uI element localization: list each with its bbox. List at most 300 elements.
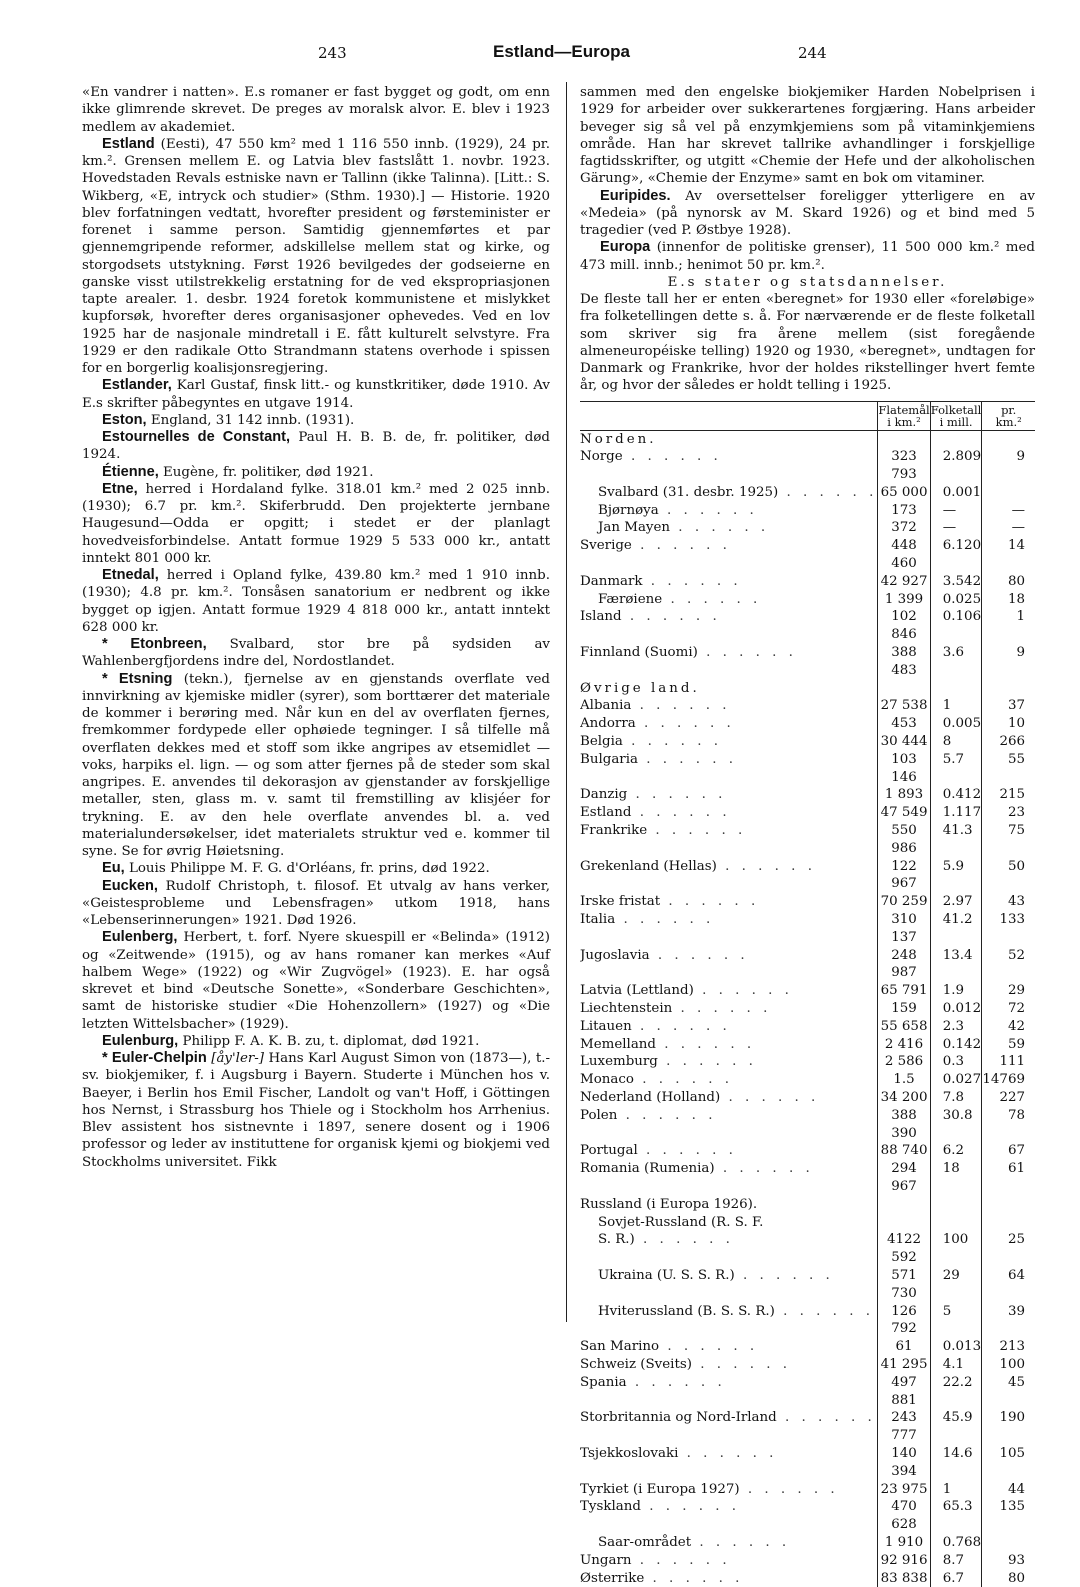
cell-population: 2.97: [930, 893, 982, 911]
cell-population: —: [930, 519, 982, 537]
cell-country: Finnland (Suomi) . . . . . .: [580, 644, 878, 680]
cell-population: 2.3: [930, 1018, 982, 1036]
cell-country: Hviterussland (B. S. S. R.) . . . . . .: [580, 1303, 878, 1339]
cell-population: 0.013: [930, 1338, 982, 1356]
cell-country: Nederland (Holland) . . . . . .: [580, 1089, 878, 1107]
cell-population: 0.768: [930, 1534, 982, 1552]
headword: Eulenburg,: [102, 1033, 178, 1049]
cell-density: 52: [982, 947, 1035, 983]
cell-area: 1.5: [878, 1071, 930, 1089]
cell-area: 1 399: [878, 591, 930, 609]
cell-population: 5: [930, 1303, 982, 1339]
headword: Estland: [102, 136, 155, 152]
cell-area: [878, 430, 930, 448]
cell-density: 10: [982, 715, 1035, 733]
cell-density: [982, 1534, 1035, 1552]
pronunciation: [åy'ler-]: [211, 1051, 264, 1066]
entry-body: Paul H. B. B. de, fr. politiker, død 1924.: [82, 430, 550, 462]
cell-density: 9: [982, 448, 1035, 484]
entry-body: herred i Hordaland fylke. 318.01 km.² med 2 025 innb. (1930); 6.7 pr. km.². Skiferbrudd. Den projekterte jernbane Haugesund—Odda er opgitt; i stedet er der planlagt hovedveisforbindelse. Antatt formue 1929 5 533 000 kr., antatt inntekt 801 000 kr.: [82, 482, 550, 566]
cell-population: 1: [930, 697, 982, 715]
entry-europa: [580, 239, 1035, 274]
cell-area: 159: [878, 1000, 930, 1018]
cell-density: 227: [982, 1089, 1035, 1107]
cell-population: 8: [930, 733, 982, 751]
cell-country: Monaco . . . . . .: [580, 1071, 878, 1089]
cell-country: Jan Mayen . . . . . .: [580, 519, 878, 537]
entry-body: (innenfor de politiske grenser), 11 500 000 km.² med 473 mill. innb.; henimot 50 pr. km.².: [580, 240, 1035, 272]
headword: Eulenberg,: [102, 929, 177, 945]
states-table: [580, 401, 1035, 1587]
cell-population: 13.4: [930, 947, 982, 983]
cell-density: 39: [982, 1303, 1035, 1339]
cell-population: 5.9: [930, 858, 982, 894]
cell-population: 0.3: [930, 1053, 982, 1071]
cell-population: 6.7: [930, 1570, 982, 1587]
cell-population: [930, 1214, 982, 1232]
cell-density: 25: [982, 1231, 1035, 1267]
cell-country: Norge . . . . . .: [580, 448, 878, 484]
cell-country: Storbritannia og Nord-Irland . . . . . .: [580, 1409, 878, 1445]
cell-country: Luxemburg . . . . . .: [580, 1053, 878, 1071]
cell-population: 3.6: [930, 644, 982, 680]
cell-area: [878, 680, 930, 698]
table-row: [580, 1374, 1035, 1410]
headword: Etne,: [102, 481, 138, 497]
cell-country: Ukraina (U. S. S. R.) . . . . . .: [580, 1267, 878, 1303]
cell-country: Bjørnøya . . . . . .: [580, 502, 878, 520]
cell-density: 61: [982, 1160, 1035, 1196]
cell-country: Schweiz (Sveits) . . . . . .: [580, 1356, 878, 1374]
cell-country: Irske fristat . . . . . .: [580, 893, 878, 911]
table-row: [580, 1552, 1035, 1570]
headword: Estournelles de Constant,: [102, 429, 290, 445]
cell-density: [982, 430, 1035, 448]
cell-population: 0.001: [930, 484, 982, 502]
cell-population: 41.3: [930, 822, 982, 858]
table-row: [580, 804, 1035, 822]
cell-country: Saar-området . . . . . .: [580, 1534, 878, 1552]
cell-population: 1.117: [930, 804, 982, 822]
cell-area: 2 586: [878, 1053, 930, 1071]
headword: * Etsning: [102, 671, 172, 687]
cell-density: 42: [982, 1018, 1035, 1036]
cell-density: —: [982, 519, 1035, 537]
cell-population: 6.2: [930, 1142, 982, 1160]
table-row: [580, 1018, 1035, 1036]
table-row: [580, 680, 1035, 698]
cell-density: 14769: [982, 1071, 1035, 1089]
cell-area: 27 538: [878, 697, 930, 715]
entry-body: Karl Gustaf, finsk litt.- og kunstkritiker, døde 1910. Av E.s skrifter påbegyntes en utgave 1914.: [82, 378, 550, 410]
table-row: [580, 484, 1035, 502]
table-row: [580, 1409, 1035, 1445]
cell-country: Liechtenstein . . . . . .: [580, 1000, 878, 1018]
cell-area: 102 846: [878, 608, 930, 644]
cell-density: 9: [982, 644, 1035, 680]
entry-body: Philipp F. A. K. B. zu, t. diplomat, død 1921.: [182, 1034, 479, 1049]
cell-density: 93: [982, 1552, 1035, 1570]
table-row: [580, 1534, 1035, 1552]
entry-eston: [82, 412, 550, 429]
table-row: [580, 591, 1035, 609]
cell-area: 47 549: [878, 804, 930, 822]
running-title: Estland—Europa: [493, 42, 630, 66]
headword: * Etonbreen,: [102, 636, 207, 652]
cell-country: Færøiene . . . . . .: [580, 591, 878, 609]
cell-density: 23: [982, 804, 1035, 822]
table-row: [580, 644, 1035, 680]
table-row: [580, 1160, 1035, 1196]
cell-area: 497 881: [878, 1374, 930, 1410]
cell-population: 8.7: [930, 1552, 982, 1570]
entry-body: (Eesti), 47 550 km² med 1 116 550 innb. (1929), 24 pr. km.². Grensen mellem E. og Latvia blev fastslått 1. novbr. 1923. Hovedstaden Revals estniske navn er Tallinn (ikke Talinna). [Litt.: S. Wikberg, «E, intryck och studier» (Sthm. 1930).] — Historie. 1920 blev forfatningen vedtatt, hvorefter president og førsteminister er forenet i samme person. Samtidig gjennemførtes et par gjennemgripende reformer, adskillelse mellem stat og kirke, og storgodsets utstykning. Først 1926 bevilgedes der godseierne en ganske visst utilstrekkelig erstatning for de ved ekspropriasjonen tapte arealer. 1. desbr. 1924 foretok kommunistene et mislykket kupforsøk, hvorefter deres organisasjoner ophevedes. Ved en lov 1925 har de nasjonale mindretall i E. fått kulturelt selvstyre. Fra 1929 er den radikale Otto Strandmann statens overhode i spissen for en borgerlig koalisjonsregjering.: [82, 137, 550, 376]
headword: Étienne,: [102, 464, 159, 480]
cell-density: 55: [982, 751, 1035, 787]
header-name: [580, 401, 878, 430]
table-row: [580, 1498, 1035, 1534]
entry-etonbreen: [82, 636, 550, 671]
headword: Eu,: [102, 860, 125, 876]
cell-density: 213: [982, 1338, 1035, 1356]
cell-population: 65.3: [930, 1498, 982, 1534]
cell-area: 1 910: [878, 1534, 930, 1552]
cell-country: Italia . . . . . .: [580, 911, 878, 947]
entry-eulenberg: [82, 929, 550, 1033]
cell-country: Frankrike . . . . . .: [580, 822, 878, 858]
headword: Estlander,: [102, 377, 172, 393]
cell-country: Bulgaria . . . . . .: [580, 751, 878, 787]
cell-area: 571 730: [878, 1267, 930, 1303]
entry-body: herred i Opland fylke, 439.80 km.² med 1 910 innb. (1930); 4.8 pr. km.². Tonsåsen sanatorium er nedbrent og ikke bygget op igjen. Antatt formue 1929 4 818 000 kr., antatt inntekt 628 000 kr.: [82, 568, 550, 635]
cell-density: 44: [982, 1481, 1035, 1499]
cell-area: 372: [878, 519, 930, 537]
cell-population: 0.412: [930, 786, 982, 804]
cell-area: 30 444: [878, 733, 930, 751]
table-row: [580, 502, 1035, 520]
table-row: [580, 1214, 1035, 1232]
table-row: [580, 697, 1035, 715]
cell-area: 65 791: [878, 982, 930, 1000]
cell-area: 23 975: [878, 1481, 930, 1499]
page-number-left: 243: [318, 44, 347, 68]
table-row: [580, 608, 1035, 644]
table-row: [580, 1303, 1035, 1339]
cell-area: 103 146: [878, 751, 930, 787]
header-area: Flatemål i km.²: [878, 401, 930, 430]
cell-area: 323 793: [878, 448, 930, 484]
cell-density: 100: [982, 1356, 1035, 1374]
cell-density: 80: [982, 573, 1035, 591]
section-body: De fleste tall her er enten «beregnet» for 1930 eller «foreløbige» fra folketellingen dette s. å. For nærværende er de fleste folketall som skriver sig fra årene mellem (sist foregående almeneuropéiske telling) 1920 og 1930, «beregnet», undtagen for Danmark og Frankrike, hvor der holdes rikstellinger hvert femte år, og hvor der således er holdt telling i 1925.: [580, 291, 1035, 395]
cell-population: 0.142: [930, 1036, 982, 1054]
page-number-right: 244: [798, 44, 827, 68]
cell-population: 30.8: [930, 1107, 982, 1143]
column-divider: [566, 82, 567, 1322]
cell-density: 215: [982, 786, 1035, 804]
cell-density: 64: [982, 1267, 1035, 1303]
header-density: pr. km.²: [982, 401, 1035, 430]
headword: Euripides.: [600, 188, 671, 204]
cell-area: 41 295: [878, 1356, 930, 1374]
cell-country: Spania . . . . . .: [580, 1374, 878, 1410]
left-column: [82, 84, 550, 1171]
table-row: [580, 448, 1035, 484]
cell-country: Østerrike . . . . . .: [580, 1570, 878, 1587]
cell-population: 0.027: [930, 1071, 982, 1089]
cell-population: 4.1: [930, 1356, 982, 1374]
cell-area: 92 916: [878, 1552, 930, 1570]
cell-density: 111: [982, 1053, 1035, 1071]
table-body: [580, 430, 1035, 1587]
cell-country: San Marino . . . . . .: [580, 1338, 878, 1356]
cell-area: 88 740: [878, 1142, 930, 1160]
cell-density: [982, 484, 1035, 502]
cell-country: Tyrkiet (i Europa 1927) . . . . . .: [580, 1481, 878, 1499]
cell-density: 75: [982, 822, 1035, 858]
entry-body: Eugène, fr. politiker, død 1921.: [163, 465, 374, 480]
cell-population: 2.809: [930, 448, 982, 484]
table-row: [580, 1142, 1035, 1160]
cell-area: 248 987: [878, 947, 930, 983]
cell-country: Svalbard (31. desbr. 1925) . . . . . .: [580, 484, 878, 502]
cell-density: 14: [982, 537, 1035, 573]
cell-population: 0.106: [930, 608, 982, 644]
cell-country: Tsjekkoslovaki . . . . . .: [580, 1445, 878, 1481]
entry-body: Herbert, t. forf. Nyere skuespill er «Belinda» (1912) og «Zeitwende» (1915), og av hans romaner kan merkes «Auf halbem Wege» (1922) og «Wir Zugvögel» (1923). E. har også skrevet et bind «Deutsche Sonette», «Sonderbare Geschichten», samt de historiske studier «Die Hohenzollern» (1927) og «Die letzten Wittelsbacher» (1929).: [82, 930, 550, 1031]
cell-population: 100: [930, 1231, 982, 1267]
cell-area: 1 893: [878, 786, 930, 804]
section-title: E.s stater og statsdannelser.: [580, 274, 1035, 291]
entry-body: Hans Karl August Simon von (1873—), t.-sv. biokjemiker, f. i Augsburg i Bayern. Studerte i München hos v. Baeyer, i Berlin hos Emil Fischer, Landolt og van't Hoff, i Göttingen hos Nernst, i Strassburg hos Thiele og i Stockholm hos Arrhenius. Blev assistent hos sistnevnte i 1897, senere dosent og i 1906 professor og leder av instituttene for organisk kjemi og biokjemi ved Stockholms universitet. Fikk: [82, 1051, 550, 1170]
cell-area: 470 628: [878, 1498, 930, 1534]
cell-density: [982, 1196, 1035, 1214]
cell-country: Sverige . . . . . .: [580, 537, 878, 573]
cell-area: 122 967: [878, 858, 930, 894]
cell-area: 388 483: [878, 644, 930, 680]
cell-density: 67: [982, 1142, 1035, 1160]
cell-area: 2 416: [878, 1036, 930, 1054]
cell-country: Danzig . . . . . .: [580, 786, 878, 804]
table-row: [580, 786, 1035, 804]
cell-density: 266: [982, 733, 1035, 751]
cell-population: 3.542: [930, 573, 982, 591]
cell-population: 0.025: [930, 591, 982, 609]
cell-density: 59: [982, 1036, 1035, 1054]
cell-population: 1.9: [930, 982, 982, 1000]
cell-country: Albania . . . . . .: [580, 697, 878, 715]
table-row: [580, 1570, 1035, 1587]
table-row: [580, 1053, 1035, 1071]
entry-estlander: [82, 377, 550, 412]
table-row: [580, 1071, 1035, 1089]
table-row: [580, 733, 1035, 751]
cell-country: Estland . . . . . .: [580, 804, 878, 822]
cell-density: 18: [982, 591, 1035, 609]
cell-area: 243 777: [878, 1409, 930, 1445]
cell-population: 0.012: [930, 1000, 982, 1018]
cell-country: Polen . . . . . .: [580, 1107, 878, 1143]
cell-population: 41.2: [930, 911, 982, 947]
cell-population: 22.2: [930, 1374, 982, 1410]
cell-population: [930, 430, 982, 448]
entry-body: Svalbard, stor bre på sydsiden av Wahlenbergfjordens indre del, Nordostlandet.: [82, 637, 550, 669]
cell-country: Jugoslavia . . . . . .: [580, 947, 878, 983]
table-row: [580, 947, 1035, 983]
cell-country: Danmark . . . . . .: [580, 573, 878, 591]
table-row: [580, 1231, 1035, 1267]
cell-density: 133: [982, 911, 1035, 947]
cell-density: 135: [982, 1498, 1035, 1534]
table-row: [580, 1089, 1035, 1107]
cell-country: Grekenland (Hellas) . . . . . .: [580, 858, 878, 894]
cell-population: 0.005: [930, 715, 982, 733]
table-row: [580, 1107, 1035, 1143]
table-row: [580, 911, 1035, 947]
entry-estournelles: [82, 429, 550, 464]
cell-area: 61: [878, 1338, 930, 1356]
table-row: [580, 573, 1035, 591]
cell-country: Ungarn . . . . . .: [580, 1552, 878, 1570]
entry-euler-continued: sammen med den engelske biokjemiker Harden Nobelprisen i 1929 for arbeider over sukkerartenes forgjæring. Hans arbeider beveger sig så vel på enzymkjemiens som på vitaminkjemiens område. Han har skrevet tallrike avhandlinger i forskjellige fagtidsskrifter, og utgitt «Chemie der Hefe und der alkoholischen Gärung», «Chemie der Enzyme» samt en bok om vitaminer.: [580, 84, 1035, 188]
table-row: [580, 1338, 1035, 1356]
cell-population: 6.120: [930, 537, 982, 573]
cell-density: 105: [982, 1445, 1035, 1481]
entry-eulenburg: [82, 1033, 550, 1050]
table-row: [580, 430, 1035, 448]
entry-estland: [82, 136, 550, 378]
table-row: [580, 1000, 1035, 1018]
cell-density: 1: [982, 608, 1035, 644]
entry-body: (tekn.), fjernelse av en gjenstands overflate ved innvirkning av kjemiske midler (syrer), som borttærer det materiale de kommer i berøring med. Når kun en del av overflaten fjernes, fremkommer fordypede eller ophøiede tegninger. I så tilfelle må overflaten dekkes med et stoff som ikke angripes av etsemidlet — voks, harpiks el. lign. — og som atter fjernes på de steder som skal angripes. E. anvendes til dekorasjon av gjenstander av forskjellige metaller, sten, glass m. v. samt til fremstilling av klisjéer for trykning. E. av den hele overflate anvendes bl. a. ved materialundersøkelser, idet materialets struktur ved e. kommer til syne. Se for øvrig Høietsning.: [82, 672, 550, 860]
table-row: [580, 1481, 1035, 1499]
table-row: [580, 893, 1035, 911]
cell-area: 65 000: [878, 484, 930, 502]
table-row: [580, 519, 1035, 537]
entry-eu: [82, 860, 550, 877]
headword: Eucken,: [102, 878, 158, 894]
headword: * Euler-Chelpin: [102, 1050, 207, 1066]
cell-area: 388 390: [878, 1107, 930, 1143]
cell-density: 29: [982, 982, 1035, 1000]
cell-area: 173: [878, 502, 930, 520]
cell-area: 126 792: [878, 1303, 930, 1339]
cell-density: 43: [982, 893, 1035, 911]
table-row: [580, 1267, 1035, 1303]
entry-body: England, 31 142 innb. (1931).: [151, 413, 354, 428]
cell-area: 140 394: [878, 1445, 930, 1481]
cell-population: —: [930, 502, 982, 520]
entry-etnedal: [82, 567, 550, 636]
table-row: [580, 751, 1035, 787]
cell-country: Memelland . . . . . .: [580, 1036, 878, 1054]
cell-area: 83 838: [878, 1570, 930, 1587]
cell-area: [878, 1214, 930, 1232]
cell-area: 448 460: [878, 537, 930, 573]
table-row: [580, 822, 1035, 858]
cell-density: 50: [982, 858, 1035, 894]
cell-country: Tyskland . . . . . .: [580, 1498, 878, 1534]
cell-density: 190: [982, 1409, 1035, 1445]
cell-country: Øvrige land.: [580, 680, 878, 698]
entry-euripides: [580, 188, 1035, 240]
cell-country: Russland (i Europa 1926).: [580, 1196, 878, 1214]
entry-etsning: [82, 671, 550, 861]
table-row: [580, 1036, 1035, 1054]
cell-country: Sovjet-Russland (R. S. F.: [580, 1214, 878, 1232]
table-row: [580, 715, 1035, 733]
cell-population: 18: [930, 1160, 982, 1196]
table-row: [580, 1356, 1035, 1374]
entry-intro: «En vandrer i natten». E.s romaner er fast bygget og godt, om enn ikke glimrende skrevet. De preges av moralsk alvor. E. blev i 1923 medlem av akademiet.: [82, 84, 550, 136]
table-row: [580, 982, 1035, 1000]
cell-country: S. R.) . . . . . .: [580, 1231, 878, 1267]
cell-population: [930, 680, 982, 698]
entry-etienne: [82, 464, 550, 481]
cell-population: [930, 1196, 982, 1214]
cell-country: Belgia . . . . . .: [580, 733, 878, 751]
cell-density: [982, 1214, 1035, 1232]
cell-area: 42 927: [878, 573, 930, 591]
headword: Europa: [600, 239, 650, 255]
cell-density: —: [982, 502, 1035, 520]
cell-density: [982, 680, 1035, 698]
cell-area: 550 986: [878, 822, 930, 858]
entry-euler-chelpin: [82, 1050, 550, 1171]
cell-area: 4122 592: [878, 1231, 930, 1267]
cell-area: 55 658: [878, 1018, 930, 1036]
cell-population: 14.6: [930, 1445, 982, 1481]
header-population: Folketall i mill.: [930, 401, 982, 430]
headword: Eston,: [102, 412, 147, 428]
entry-body: Rudolf Christoph, t. filosof. Et utvalg av hans verker, «Geistesprobleme und Lebensfragen» utkom 1918, hans «Lebenserinnerungen» 1921. Død 1926.: [82, 879, 550, 929]
cell-country: Andorra . . . . . .: [580, 715, 878, 733]
cell-country: Norden.: [580, 430, 878, 448]
table-row: [580, 858, 1035, 894]
cell-area: 34 200: [878, 1089, 930, 1107]
cell-country: Romania (Rumenia) . . . . . .: [580, 1160, 878, 1196]
cell-population: 29: [930, 1267, 982, 1303]
entry-body: Louis Philippe M. F. G. d'Orléans, fr. prins, død 1922.: [129, 861, 490, 876]
right-column: [580, 84, 1035, 1587]
table-row: [580, 537, 1035, 573]
cell-area: 294 967: [878, 1160, 930, 1196]
cell-density: 72: [982, 1000, 1035, 1018]
cell-country: Island . . . . . .: [580, 608, 878, 644]
table-header: [580, 401, 1035, 430]
cell-density: 78: [982, 1107, 1035, 1143]
cell-area: 310 137: [878, 911, 930, 947]
cell-density: 37: [982, 697, 1035, 715]
cell-country: Latvia (Lettland) . . . . . .: [580, 982, 878, 1000]
cell-density: 45: [982, 1374, 1035, 1410]
cell-area: 70 259: [878, 893, 930, 911]
entry-body: Av oversettelser foreligger ytterligere en av «Medeia» (på nynorsk av M. Skard 1926) og et bind med 5 tragedier (ved P. Østbye 1928).: [580, 189, 1035, 239]
cell-population: 1: [930, 1481, 982, 1499]
entry-eucken: [82, 878, 550, 930]
cell-population: 7.8: [930, 1089, 982, 1107]
cell-country: Litauen . . . . . .: [580, 1018, 878, 1036]
cell-population: 5.7: [930, 751, 982, 787]
entry-etne: [82, 481, 550, 567]
cell-country: Portugal . . . . . .: [580, 1142, 878, 1160]
cell-area: [878, 1196, 930, 1214]
cell-density: 80: [982, 1570, 1035, 1587]
headword: Etnedal,: [102, 567, 159, 583]
table-row: [580, 1196, 1035, 1214]
cell-population: 45.9: [930, 1409, 982, 1445]
cell-area: 453: [878, 715, 930, 733]
